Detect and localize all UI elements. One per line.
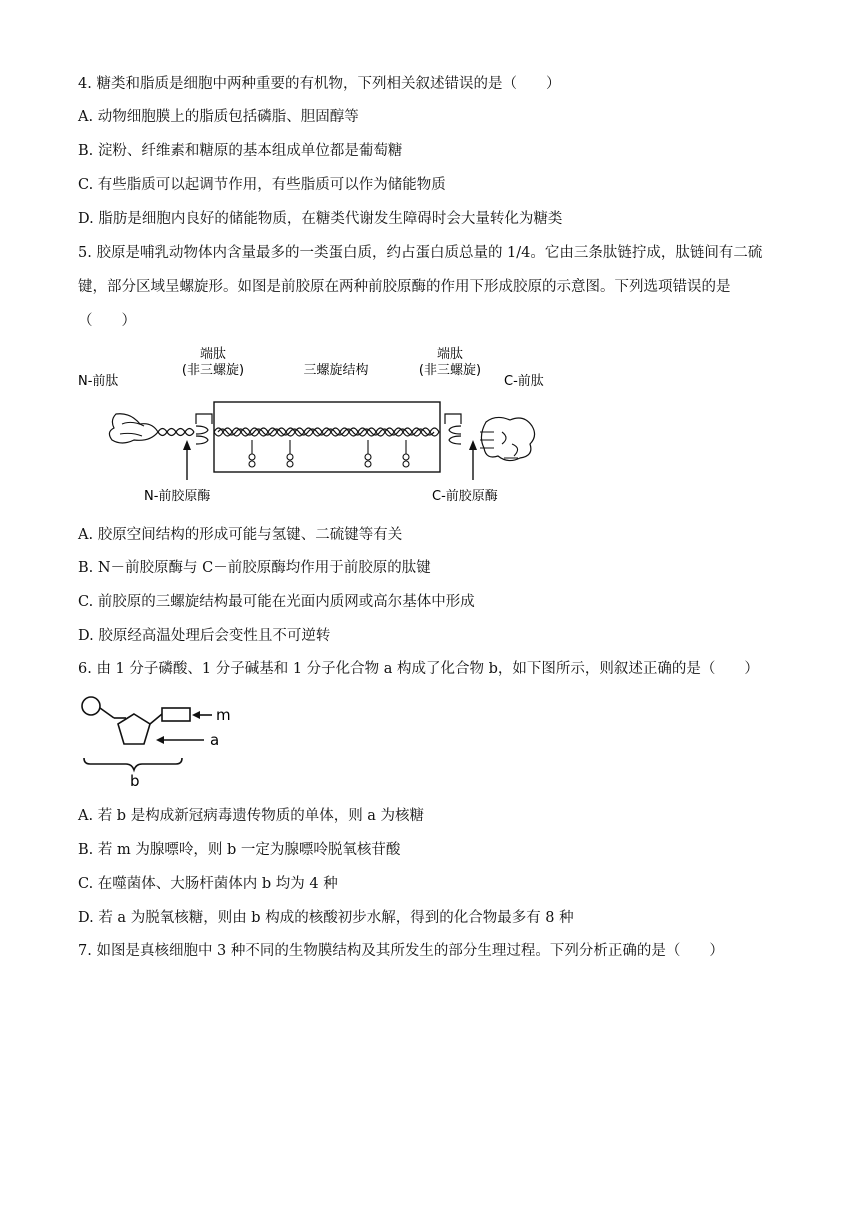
non-helix-label-right: (非三螺旋)	[418, 363, 482, 378]
telopeptide-label-right: 端肽	[436, 347, 464, 362]
collagen-figure	[76, 340, 566, 510]
q5-option-a: A. 胶原空间结构的形成可能与氢键、二硫键等有关	[78, 527, 403, 543]
n-propeptide-shape	[109, 414, 158, 443]
n-enzyme-label: N-前胶原酶	[144, 489, 211, 504]
disulfide-bonds	[249, 440, 409, 467]
q4-option-a: A. 动物细胞膜上的脂质包括磷脂、胆固醇等	[78, 109, 359, 125]
base-rect	[162, 708, 190, 721]
label-b: b	[130, 772, 140, 790]
q4-option-d: D. 脂肪是细胞内良好的储能物质，在糖类代谢发生障碍时会大量转化为糖类	[78, 211, 563, 227]
q5-stem-line3: （ ）	[78, 313, 136, 329]
q5-option-d: D. 胶原经高温处理后会变性且不可逆转	[78, 628, 331, 644]
q6-option-b: B. 若 m 为腺嘌呤，则 b 一定为腺嘌呤脱氧核苷酸	[78, 842, 401, 858]
triple-helix-strands	[158, 426, 461, 444]
brace-b	[84, 758, 182, 770]
c-propeptide-shape	[481, 417, 534, 460]
phosphate-circle	[82, 697, 100, 715]
q6-stem: 6. 由 1 分子磷酸、1 分子碱基和 1 分子化合物 a 构成了化合物 b，如下图所示，则叙述正确的是（ ）	[78, 661, 759, 677]
q5-option-b: B. N－前胶原酶与 C－前胶原酶均作用于前胶原的肽键	[78, 560, 431, 576]
q7-stem: 7. 如图是真核细胞中 3 种不同的生物膜结构及其所发生的部分生理过程。下列分析正确的是（ ）	[78, 943, 724, 959]
non-helix-label-left: (非三螺旋)	[181, 363, 245, 378]
telopeptide-bracket-left	[196, 414, 212, 424]
n-propeptide-label: N-前肽	[78, 374, 119, 389]
q4-option-c: C. 有些脂质可以起调节作用，有些脂质可以作为储能物质	[78, 177, 446, 193]
triple-helix-label: 三螺旋结构	[303, 363, 369, 378]
c-propeptide-label: C-前肽	[504, 374, 544, 389]
label-a: a	[210, 731, 220, 749]
nucleotide-figure	[78, 690, 258, 790]
q4-stem: 4. 糖类和脂质是细胞中两种重要的有机物，下列相关叙述错误的是（ ）	[78, 76, 561, 92]
label-m: m	[216, 706, 231, 724]
q6-option-a: A. 若 b 是构成新冠病毒遗传物质的单体，则 a 为核糖	[78, 808, 425, 824]
q6-option-c: C. 在噬菌体、大肠杆菌体内 b 均为 4 种	[78, 876, 338, 892]
c-enzyme-label: C-前胶原酶	[432, 489, 498, 504]
q4-option-b: B. 淀粉、纤维素和糖原的基本组成单位都是葡萄糖	[78, 143, 403, 159]
telopeptide-bracket-right	[445, 414, 461, 424]
telopeptide-label-left: 端肽	[199, 347, 227, 362]
q5-stem-line1: 5. 胶原是哺乳动物体内含量最多的一类蛋白质，约占蛋白质总量的 1/4。它由三条肽链拧成，肽链间有二硫	[78, 245, 763, 261]
q5-stem-line2: 键，部分区域呈螺旋形。如图是前胶原在两种前胶原酶的作用下形成胶原的示意图。下列选项错误的是	[78, 279, 731, 295]
q5-option-c: C. 前胶原的三螺旋结构最可能在光面内质网或高尔基体中形成	[78, 594, 475, 610]
q6-option-d: D. 若 a 为脱氧核糖，则由 b 构成的核酸初步水解，得到的化合物最多有 8 种	[78, 910, 574, 926]
